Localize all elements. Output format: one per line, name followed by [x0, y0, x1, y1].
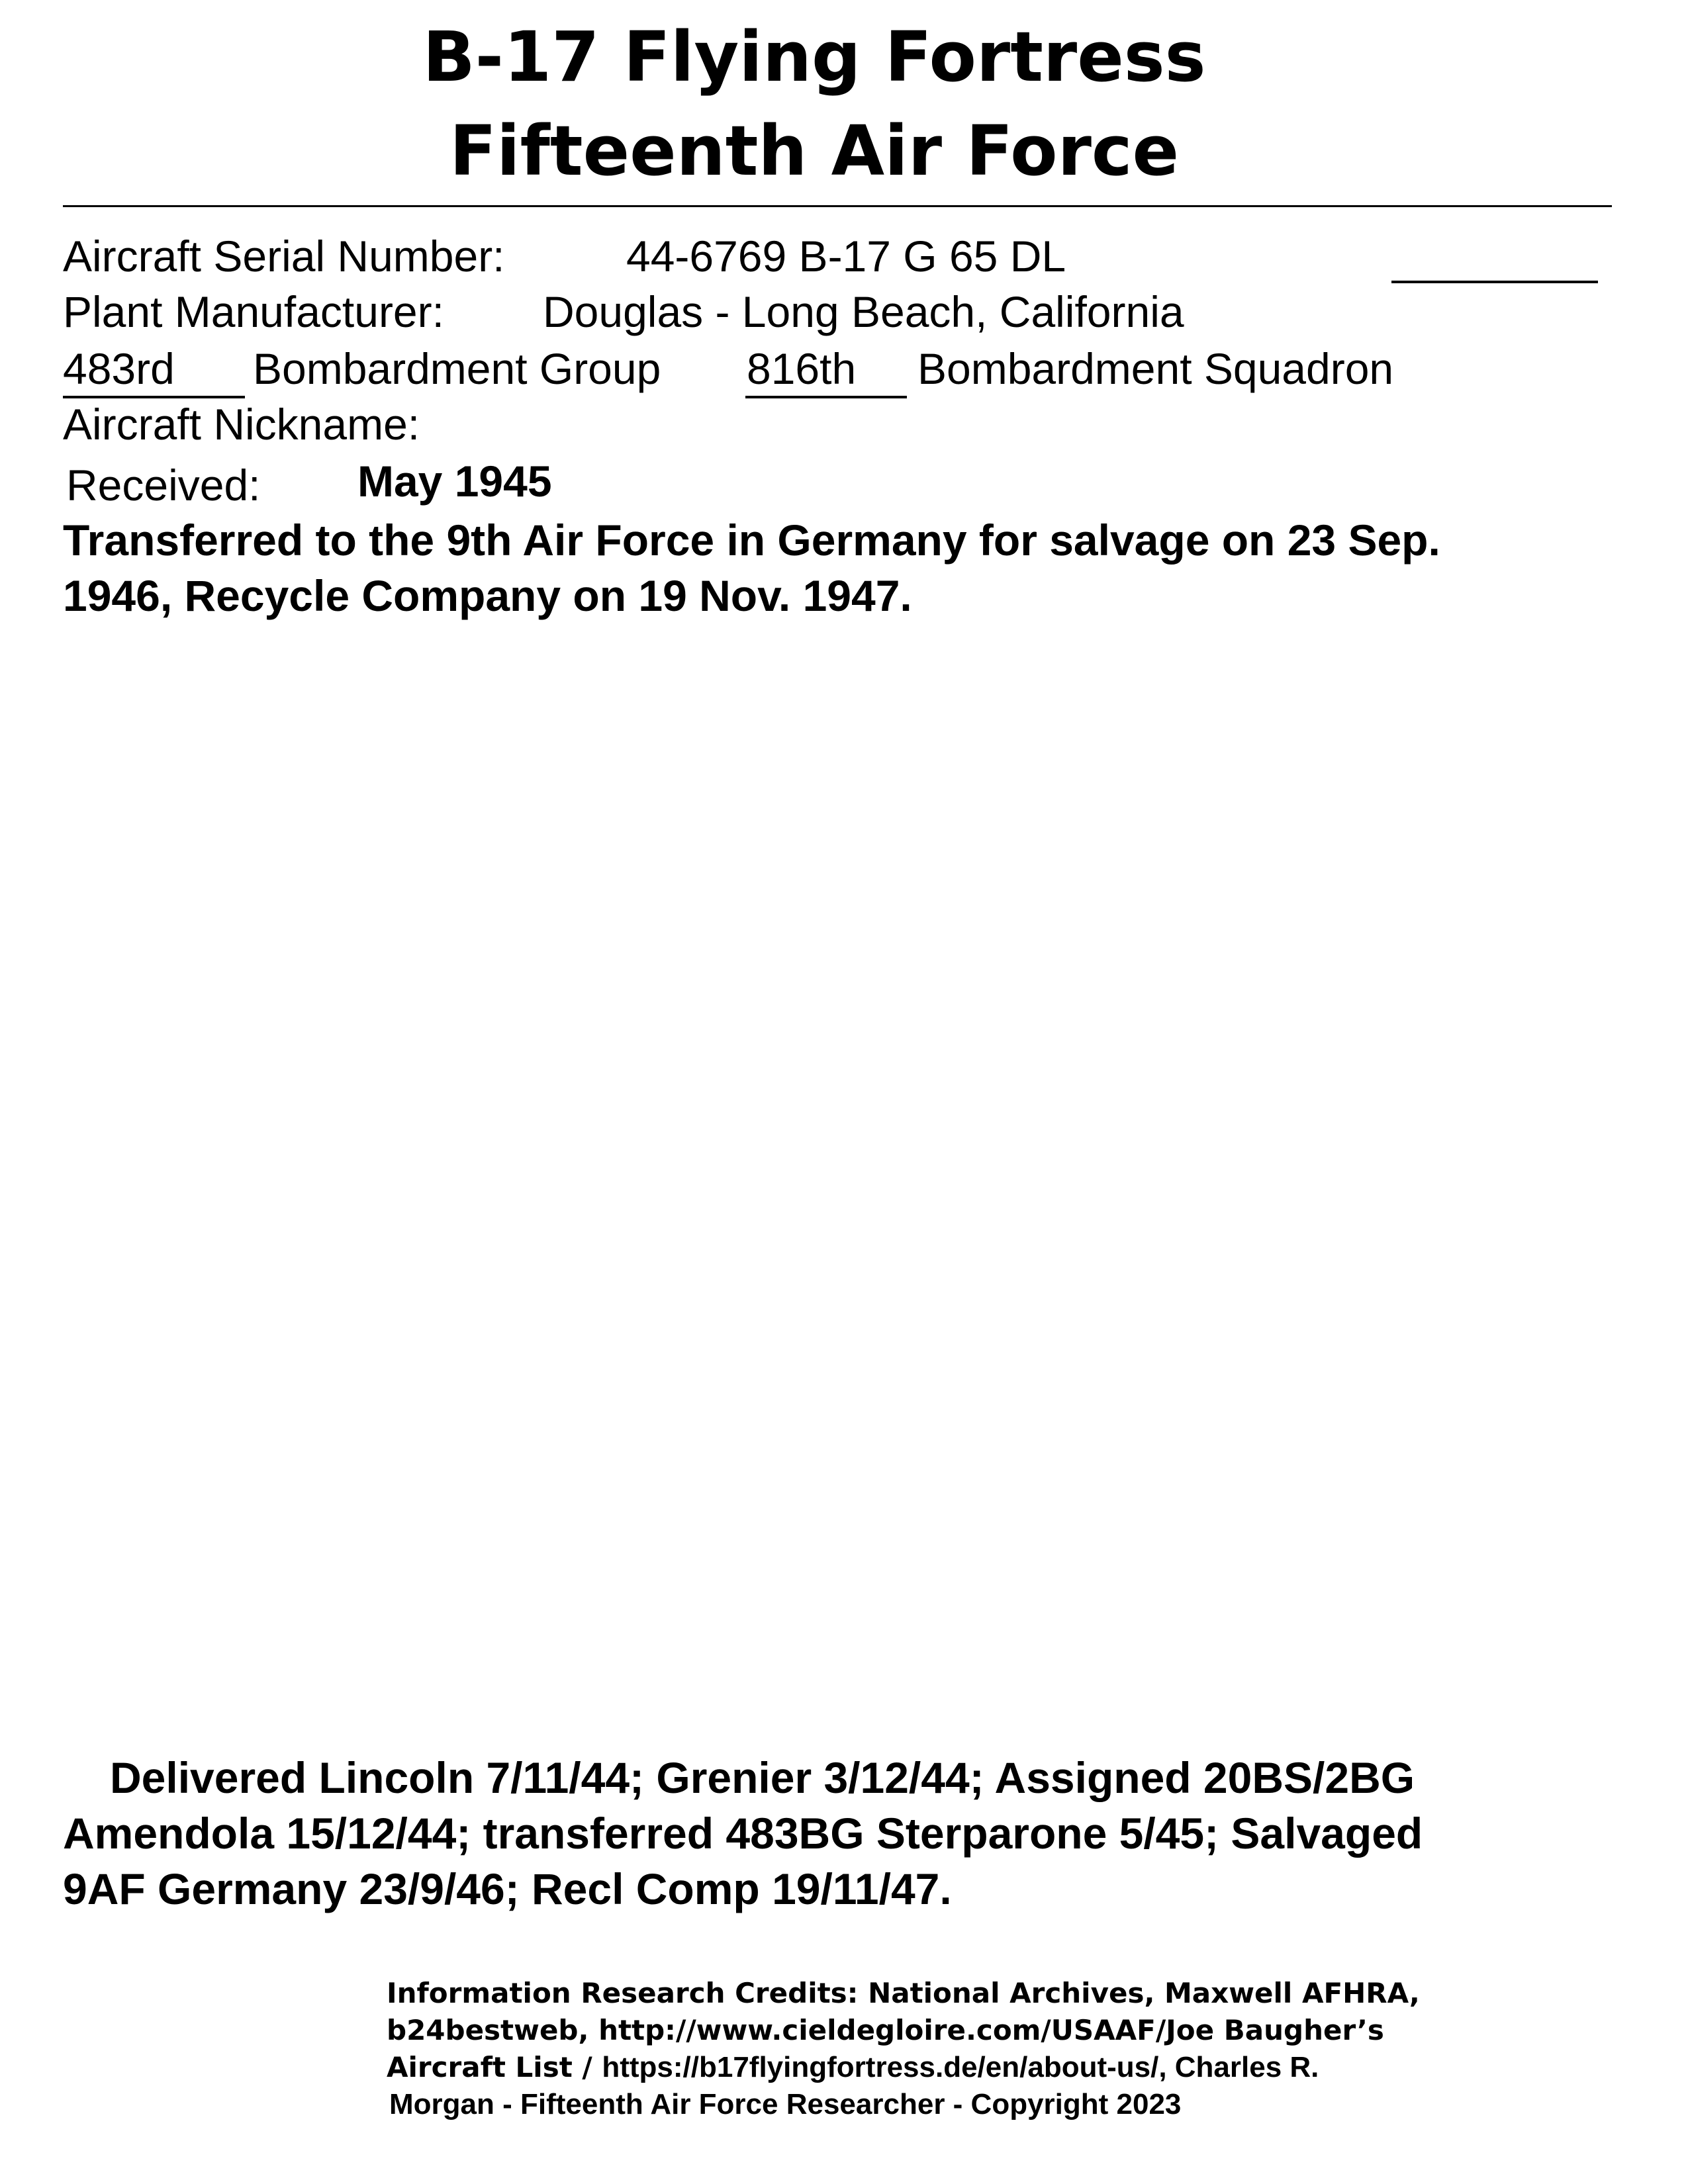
- received-label: Received:: [66, 461, 261, 510]
- serial-number-value: 44-6769 B-17 G 65 DL: [626, 232, 1066, 281]
- delivery-line-2: Amendola 15/12/44; transferred 483BG Sterparone 5/45; Salvaged: [63, 1809, 1423, 1858]
- delivery-line-1: Delivered Lincoln 7/11/44; Grenier 3/12/44; Assigned 20BS/2BG: [110, 1753, 1415, 1802]
- credits-line-2: b24bestweb, http://www.cieldegloire.com/USAAF/Joe Baugher’s: [387, 2014, 1384, 2046]
- history-line-2: 1946, Recycle Company on 19 Nov. 1947.: [63, 571, 912, 620]
- credits-line-3: [387, 2049, 1319, 2086]
- history-line-1: Transferred to the 9th Air Force in Germany for salvage on 23 Sep.: [63, 516, 1440, 565]
- credits-line-3-part-a: Aircraft List /: [387, 2051, 602, 2083]
- credits-line-1: Information Research Credits: National Archives, Maxwell AFHRA,: [387, 1977, 1420, 2009]
- delivery-line-3: 9AF Germany 23/9/46; Recl Comp 19/11/47.: [63, 1864, 952, 1913]
- title-divider: [63, 205, 1612, 207]
- serial-number-label: Aircraft Serial Number:: [63, 232, 505, 281]
- page-subtitle: Fifteenth Air Force: [449, 111, 1180, 191]
- plant-manufacturer-label: Plant Manufacturer:: [63, 287, 444, 336]
- group-underline: [63, 396, 245, 398]
- credits-line-3-part-b: https://b17flyingfortress.de/en/about-us/, Charles R.: [602, 2051, 1319, 2083]
- blank-underline: [1391, 281, 1598, 283]
- squadron-underline: [745, 396, 907, 398]
- aircraft-nickname-label: Aircraft Nickname:: [63, 400, 420, 449]
- bombardment-group-value: 483rd: [63, 344, 175, 393]
- bombardment-squadron-value: 816th: [747, 344, 857, 393]
- bombardment-group-label: Bombardment Group: [253, 344, 661, 393]
- received-value: May 1945: [357, 457, 552, 506]
- page-title: B-17 Flying Fortress: [422, 17, 1206, 97]
- bombardment-squadron-label: Bombardment Squadron: [917, 344, 1394, 393]
- credits-line-4: Morgan - Fifteenth Air Force Researcher - Copyright 2023: [389, 2088, 1182, 2120]
- plant-manufacturer-value: Douglas - Long Beach, California: [543, 287, 1184, 336]
